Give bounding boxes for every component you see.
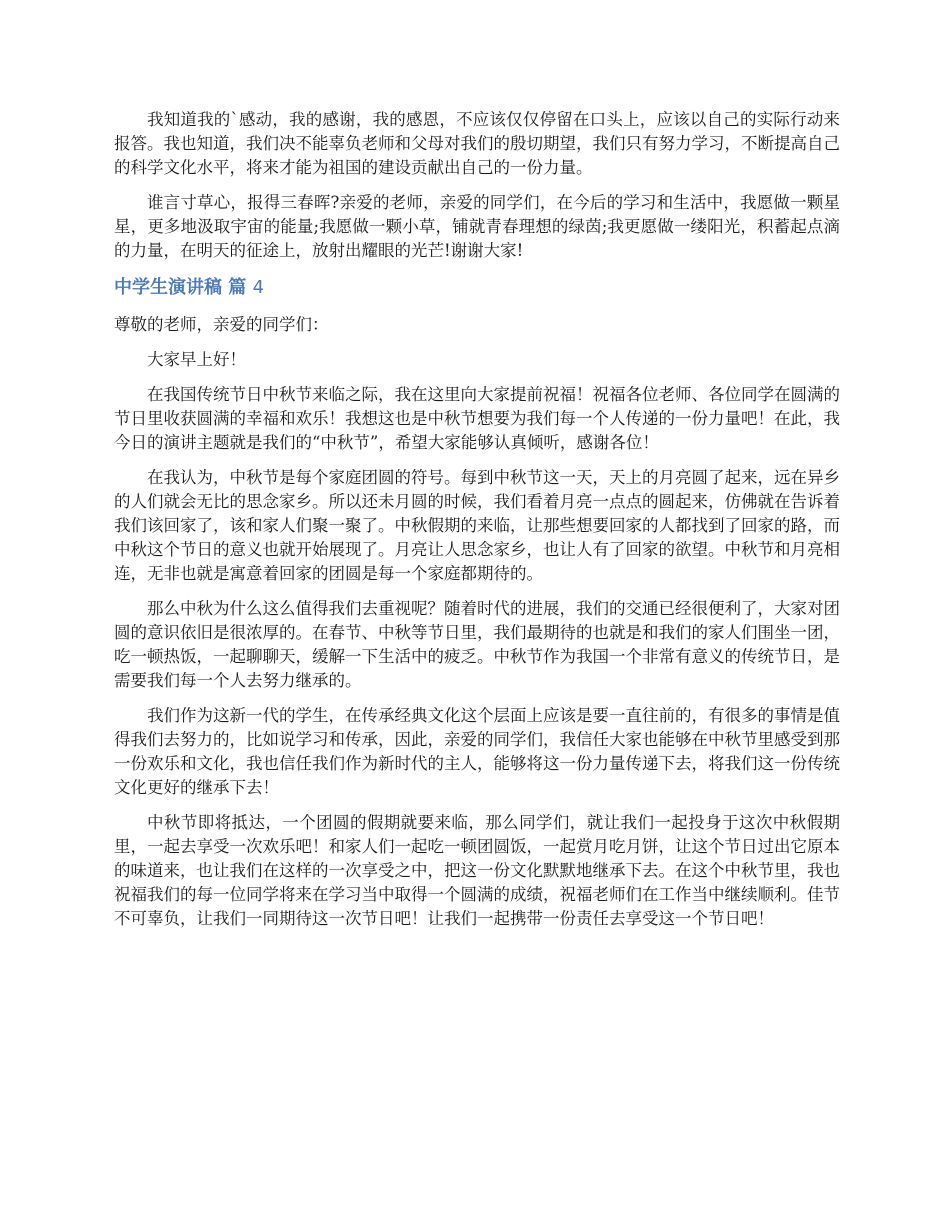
document-page: [114, 108, 840, 942]
paragraph-4: 我们作为这新一代的学生，在传承经典文化这个层面上应该是要一直往前的，有很多的事情是值得我们去努力的，比如说学习和传承，因此，亲爱的同学们，我信任大家也能够在中秋节里感受到那一份欢乐和文化，我也信任我们作为新时代的主人，能够将这一份力量传递下去，将我们这一份传统文化更好的继承下去！: [114, 706, 840, 797]
paragraph-3: 那么中秋为什么这么值得我们去重视呢？随着时代的进展，我们的交通已经很便利了，大家对团圆的意识依旧是很浓厚的。在春节、中秋等节日里，我们最期待的也就是和我们的家人们围坐一团，吃一顿热饭，一起聊聊天，缓解一下生活中的疲乏。中秋节作为我国一个非常有意义的传统节日，是需要我们每一个人去努力继承的。: [114, 599, 840, 690]
salutation: 尊敬的老师，亲爱的同学们：: [114, 315, 329, 334]
section-heading-title: 中学生演讲稿 篇: [114, 277, 247, 298]
paragraph-intro-2: 谁言寸草心，报得三春晖?亲爱的老师，亲爱的同学们，在今后的学习和生活中，我愿做一颗星星，更多地汲取宇宙的能量;我愿做一颗小草，铺就青春理想的绿茵;我更愿做一缕阳光，积蓄起点滴的力量，在明天的征途上，放射出耀眼的光芒!谢谢大家!: [114, 193, 840, 260]
section-heading-number: 4: [252, 277, 265, 298]
greeting: 大家早上好！: [147, 350, 246, 369]
paragraph-2: 在我认为，中秋节是每个家庭团圆的符号。每到中秋节这一天，天上的月亮圆了起来，远在异乡的人们就会无比的思念家乡。所以还未月圆的时候，我们看着月亮一点点的圆起来，仿佛就在告诉着我们该回家了，该和家人们聚一聚了。中秋假期的来临，让那些想要回家的人都找到了回家的路，而中秋这个节日的意义也就开始展现了。月亮让人思念家乡，也让人有了回家的欲望。中秋节和月亮相连，无非也就是寓意着回家的团圆是每一个家庭都期待的。: [114, 468, 840, 583]
paragraph-1: 在我国传统节日中秋节来临之际，我在这里向大家提前祝福！祝福各位老师、各位同学在圆满的节日里收获圆满的幸福和欢乐！我想这也是中秋节想要为我们每一个人传递的一份力量吧！在此，我今日的演讲主题就是我们的“中秋节”，希望大家能够认真倾听，感谢各位！: [114, 385, 840, 452]
section-heading: [114, 275, 840, 301]
paragraph-intro-1: 我知道我的`感动，我的感谢，我的感恩，不应该仅仅停留在口头上，应该以自己的实际行动来报答。我也知道，我们决不能辜负老师和父母对我们的殷切期望，我们只有努力学习，不断提高自己的科学文化水平，将来才能为祖国的建设贡献出自己的一份力量。: [114, 110, 840, 177]
paragraph-5: 中秋节即将抵达，一个团圆的假期就要来临，那么同学们，就让我们一起投身于这次中秋假期里，一起去享受一次欢乐吧！和家人们一起吃一顿团圆饭，一起赏月吃月饼，让这个节日过出它原本的味道来，也让我们在这样的一次享受之中，把这一份文化默默地继承下去。在这个中秋节里，我也祝福我们的每一位同学将来在学习当中取得一个圆满的成绩，祝福老师们在工作当中继续顺利。佳节不可辜负，让我们一同期待这一次节日吧！让我们一起携带一份责任去享受这一个节日吧！: [114, 813, 840, 928]
